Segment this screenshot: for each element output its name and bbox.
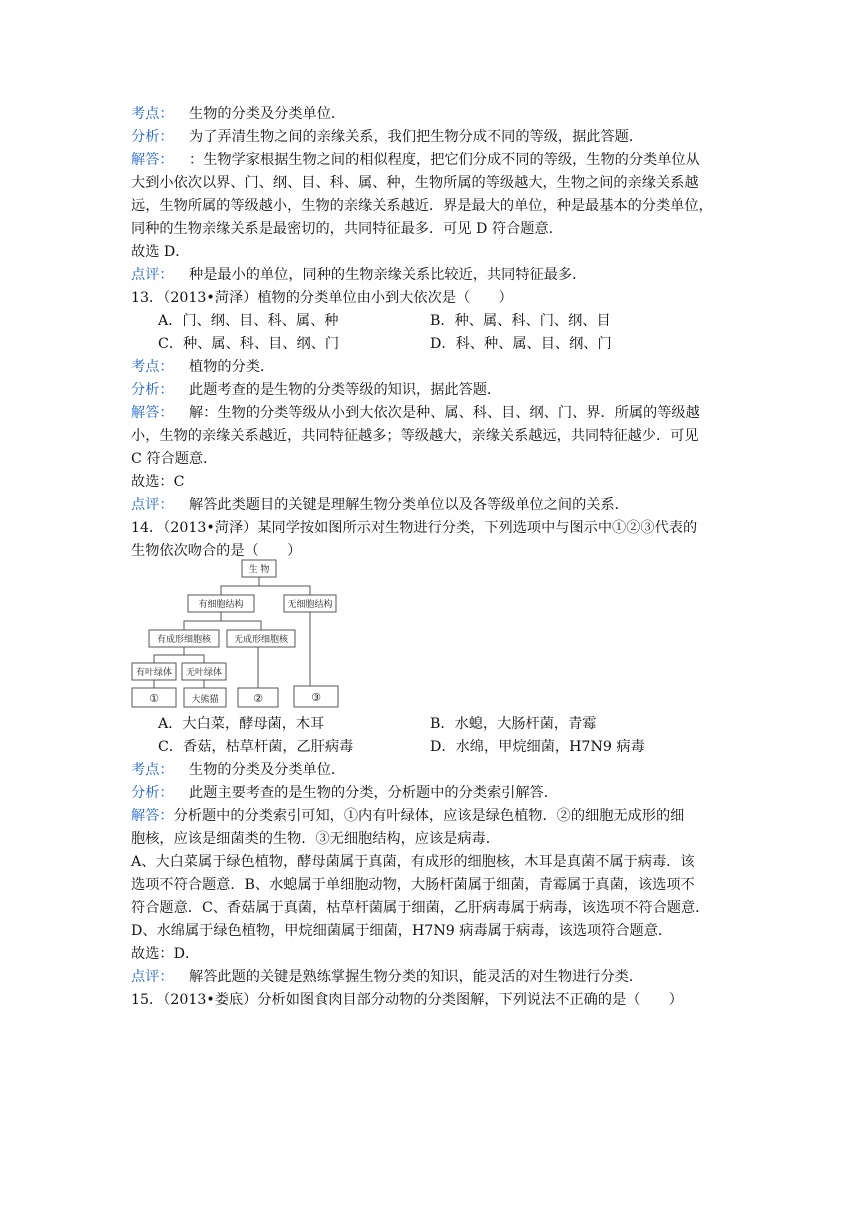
dianping-label: 点评： [131, 969, 174, 985]
q12-jieda-line4: 同种的生物亲缘关系是最密切的，共同特征最多．可见 D 符合题意． [131, 221, 563, 237]
q14-kaodian-text: 生物的分类及分类单位． [189, 762, 346, 778]
q13-kaodian-text: 植物的分类． [189, 359, 275, 375]
q14-dianping [131, 966, 731, 989]
diagram-nochloro: 无叶绿体 [185, 668, 223, 678]
q14-fenxi [131, 782, 731, 805]
diagram-chloro: 有叶绿体 [135, 668, 173, 678]
q13-dianping-text: 解答此类题目的关键是理解生物分类单位以及各等级单位之间的关系． [189, 497, 629, 513]
q13-jieda-line3: C 符合题意． [131, 451, 218, 467]
q13-option-d: D．科、种、属、目、纲、门 [430, 336, 612, 352]
diagram-nocell: 无细胞结构 [287, 600, 333, 610]
q12-dianping [131, 264, 731, 287]
kaodian-label: 考点： [131, 106, 174, 122]
diagram-n2: ② [253, 692, 263, 705]
q12-jieda-line3: 远，生物所属的等级越小，生物的亲缘关系越近．界是最大的单位，种是最基本的分类单位， [131, 198, 713, 214]
q14-answer: 故选：D． [131, 946, 200, 962]
q13-fenxi [131, 379, 731, 402]
dianping-label: 点评： [131, 267, 174, 283]
q14-jieda-line4: 选项不符合题意．B、水螅属于单细胞动物，大肠杆菌属于细菌，青霉属于真菌，该选项不 [131, 877, 695, 893]
diagram-nonucleus: 无成形细胞核 [233, 635, 289, 645]
q14-option-a: A．大白菜，酵母菌，木耳 [158, 716, 325, 732]
q13-jieda-line2: 小，生物的亲缘关系越近，共同特征越多；等级越大，亲缘关系越远，共同特征越少．可见 [131, 428, 699, 444]
q12-kaodian [131, 103, 731, 126]
diagram-panda: 大熊猫 [191, 695, 219, 705]
q14-option-d: D．水绵，甲烷细菌，H7N9 病毒 [430, 739, 645, 755]
q12-fenxi [131, 126, 731, 149]
q13-option-b: B．种、属、科、门、纲、目 [430, 313, 611, 329]
jieda-label: 解答： [131, 405, 174, 421]
diagram-nucleus: 有成形细胞核 [156, 635, 212, 645]
q14-jieda-line5: 符合题意．C、香菇属于真菌，枯草杆菌属于细菌，乙肝病毒属于病毒，该选项不符合题意． [131, 900, 710, 916]
q13-jieda-line1: 解：生物的分类等级从小到大依次是种、属、科、目、纲、门、界．所属的等级越 [189, 405, 700, 421]
kaodian-label: 考点： [131, 359, 174, 375]
q13-option-c: C．种、属、科、目、纲、门 [158, 336, 340, 352]
fenxi-label: 分析： [131, 785, 174, 801]
q13-stem: 13．（2013•菏泽）植物的分类单位由小到大依次是（ ） [131, 290, 513, 306]
q12-dianping-text: 种是最小的单位，同种的生物亲缘关系比较近，共同特征最多． [189, 267, 587, 283]
q14-jieda-line1: 分析题中的分类索引可知，①内有叶绿体，应该是绿色植物．②的细胞无成形的细 [173, 808, 685, 824]
q14-jieda-line6: D、水绵属于绿色植物，甲烷细菌属于细菌，H7N9 病毒属于病毒，该选项符合题意． [131, 923, 673, 939]
q12-jieda-line2: 大到小依次以界、门、纲、目、科、属、种，生物所属的等级越大，生物之间的亲缘关系越 [131, 175, 699, 191]
q14-stem-line1: 14．（2013•菏泽）某同学按如图所示对生物进行分类，下列选项中与图示中①②③代表的 [131, 520, 698, 536]
q12-fenxi-text: 为了弄清生物之间的亲缘关系，我们把生物分成不同的等级，据此答题． [189, 129, 644, 145]
diagram-n1: ① [149, 692, 159, 705]
q14-dianping-text: 解答此题的关键是熟练掌握生物分类的知识，能灵活的对生物进行分类． [189, 969, 644, 985]
q14-kaodian [131, 759, 731, 782]
q12-kaodian-text: 生物的分类及分类单位． [189, 106, 346, 122]
diagram-cell: 有细胞结构 [198, 600, 244, 610]
q15-stem: 15．（2013•娄底）分析如图食肉目部分动物的分类图解，下列说法不正确的是（ ） [131, 992, 683, 1008]
diagram-root: 生 物 [248, 565, 270, 575]
q13-fenxi-text: 此题考查的是生物的分类等级的知识，据此答题． [189, 382, 502, 398]
q14-jieda [131, 805, 731, 828]
q14-stem-line2: 生物依次吻合的是（ ） [131, 543, 302, 559]
fenxi-label: 分析： [131, 129, 174, 145]
q13-answer: 故选：C [131, 474, 185, 490]
kaodian-label: 考点： [131, 762, 174, 778]
q12-jieda [131, 149, 731, 172]
q13-option-a: A．门、纲、目、科、属、种 [158, 313, 339, 329]
q13-jieda [131, 402, 731, 425]
q14-fenxi-text: 此题主要考查的是生物的分类，分析题中的分类索引解答． [189, 785, 558, 801]
diagram-n3: ③ [311, 691, 321, 704]
q14-option-b: B．水螅，大肠杆菌，青霉 [430, 716, 597, 732]
q13-kaodian [131, 356, 731, 379]
q12-answer: 故选 D． [131, 244, 190, 260]
classification-diagram [120, 556, 350, 712]
q14-option-c: C．香菇，枯草杆菌，乙肝病毒 [158, 739, 354, 755]
q12-jieda-line1: ：生物学家根据生物之间的相似程度，把它们分成不同的等级，生物的分类单位从 [189, 152, 700, 168]
q14-jieda-line2: 胞核，应该是细菌类的生物．③无细胞结构，应该是病毒． [131, 831, 500, 847]
q14-jieda-line3: A、大白菜属于绿色植物，酵母菌属于真菌，有成形的细胞核，木耳是真菌不属于病毒．该 [131, 854, 695, 870]
q13-dianping [131, 494, 731, 517]
jieda-label: 解答： [131, 808, 174, 824]
dianping-label: 点评： [131, 497, 174, 513]
fenxi-label: 分析： [131, 382, 174, 398]
jieda-label: 解答： [131, 152, 174, 168]
